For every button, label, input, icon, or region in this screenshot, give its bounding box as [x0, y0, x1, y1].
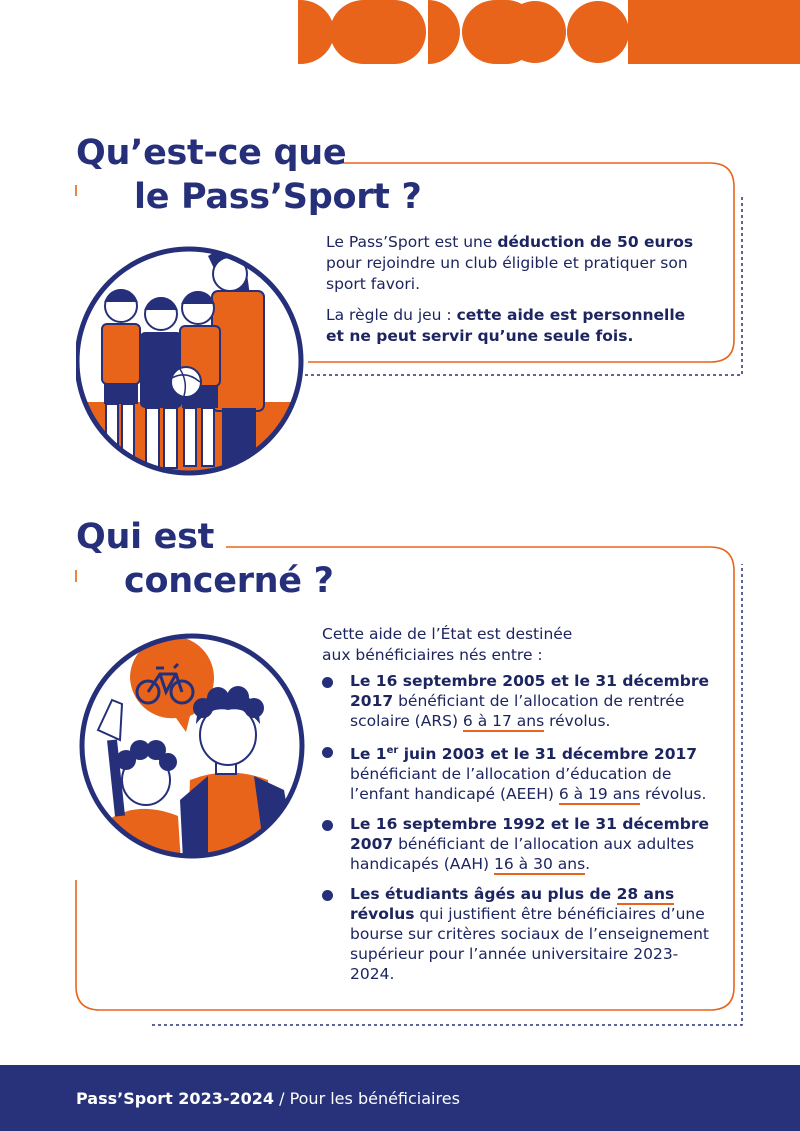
section2-title-line1: Qui est	[76, 517, 215, 557]
friends-illustration	[78, 620, 310, 870]
beneficiary-list	[322, 671, 722, 994]
bullet-icon	[322, 890, 333, 901]
list-item: Le 16 septembre 1992 et le 31 décembre 2007 bénéficiant de l’allocation aux adultes handicapés (AAH) 16 à 30 ans.	[322, 814, 722, 874]
list-item: Le 1er juin 2003 et le 31 décembre 2017 bénéficiant de l’allocation d’éducation de l’enfant handicapé (AEEH) 6 à 19 ans révolus.	[322, 741, 722, 804]
section1-title-line1: Qu’est-ce que	[76, 133, 347, 173]
list-item: Le 16 septembre 2005 et le 31 décembre 2017 bénéficiant de l’allocation de rentrée scolaire (ARS) 6 à 17 ans révolus.	[322, 671, 722, 731]
footer-text: Pass’Sport 2023-2024 / Pour les bénéficiaires	[76, 1089, 460, 1108]
section1-text	[326, 232, 696, 357]
section2-intro: Cette aide de l’État est destinée aux bénéficiaires nés entre :	[322, 625, 573, 664]
bullet-icon	[322, 677, 333, 688]
bullet-icon	[322, 747, 333, 758]
section1-paragraph2: La règle du jeu : cette aide est personnelle et ne peut servir qu’une seule fois.	[326, 306, 686, 345]
section2-title-line2: concerné ?	[124, 561, 334, 601]
sports-team-illustration	[76, 236, 306, 486]
list-item: Les étudiants âgés au plus de 28 ans révolus qui justifient être bénéficiaires d’une bourse sur critères sociaux de l’enseignement supérieur pour l’année universitaire 2023-2024.	[322, 884, 722, 984]
section1-title-line2: le Pass’Sport ?	[134, 177, 422, 217]
bullet-icon	[322, 820, 333, 831]
section1-paragraph1: Le Pass’Sport est une déduction de 50 euros pour rejoindre un club éligible et pratiquer son sport favori.	[326, 233, 694, 293]
